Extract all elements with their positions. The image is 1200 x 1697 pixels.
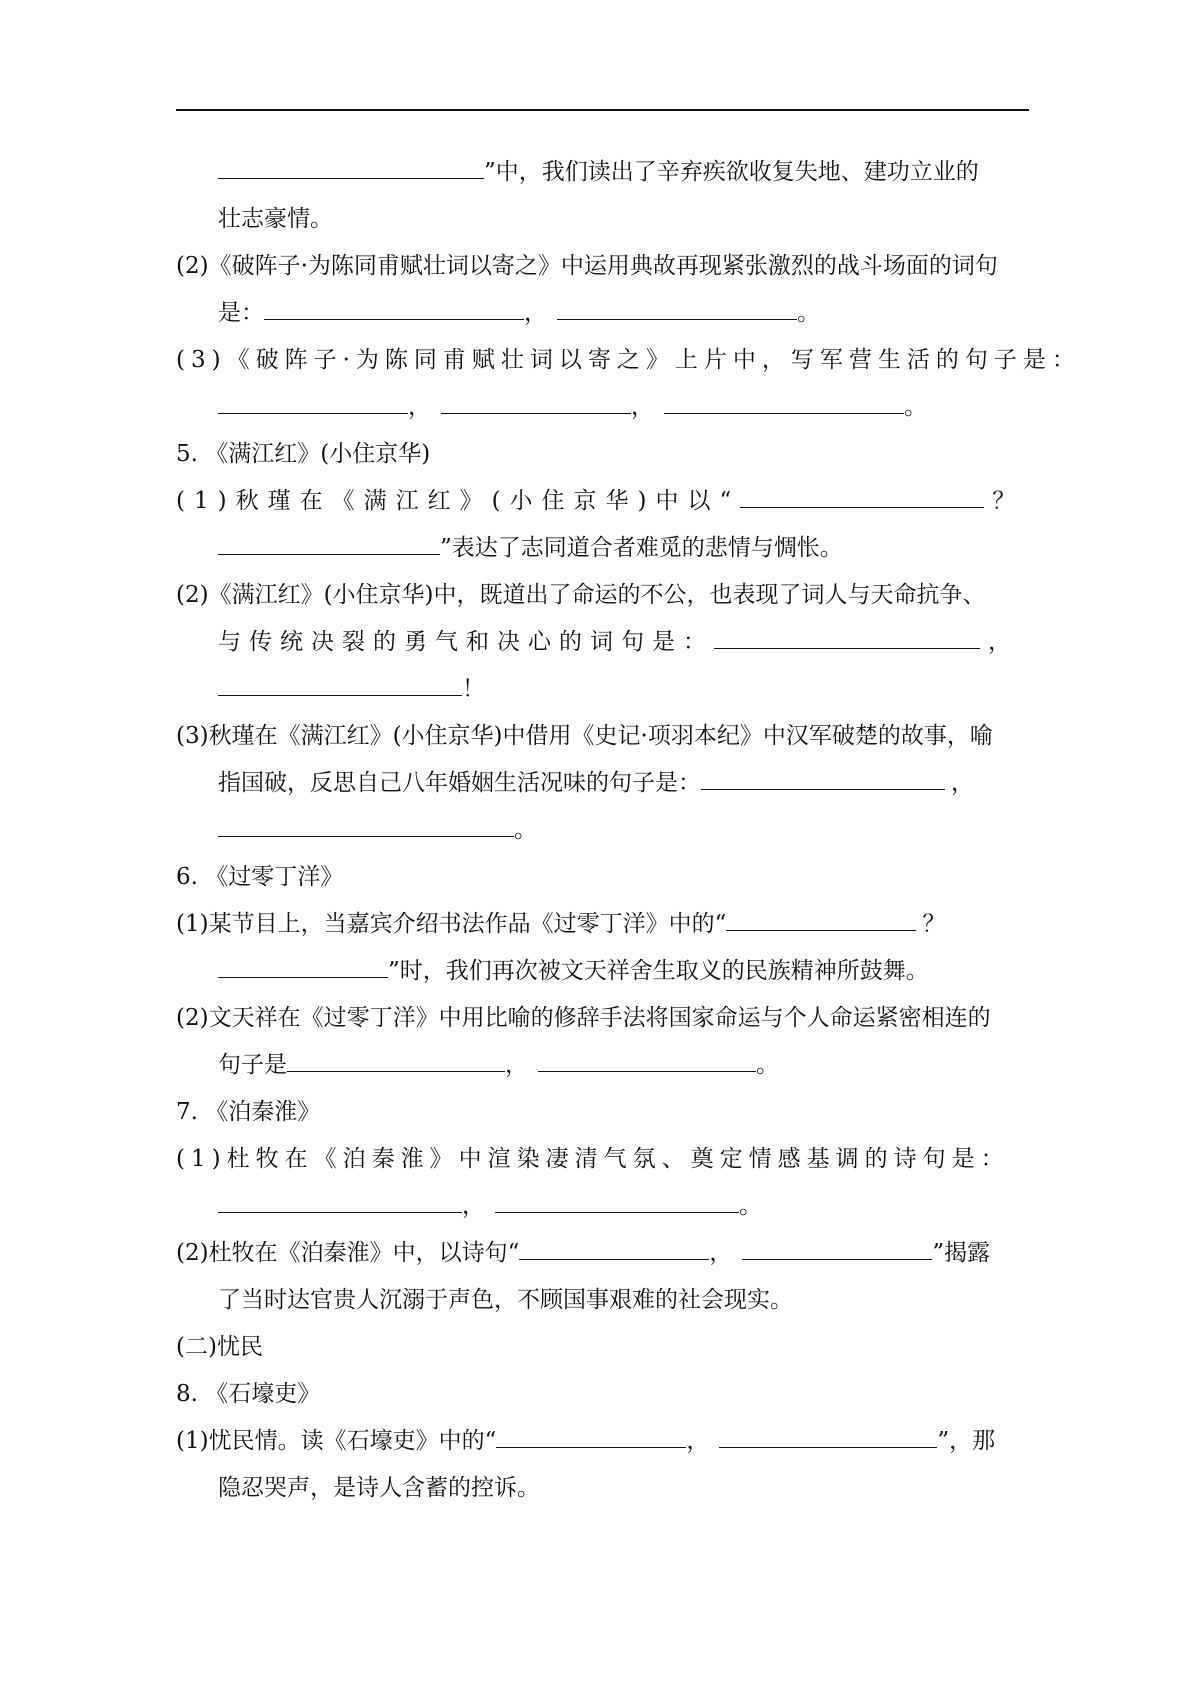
text: (1)秋瑾在《满江红》(小住京华)中以“	[176, 488, 741, 514]
line-29	[218, 1472, 540, 1504]
line-25	[218, 1284, 793, 1316]
section-7-title	[176, 1096, 320, 1128]
section-8-title	[176, 1378, 320, 1410]
text: ”时，我们再次被文天祥舍生取义的民族精神所鼓舞。	[388, 958, 929, 984]
text: 了当时达官贵人沉溺于声色，不顾国事艰难的社会现实。	[218, 1287, 793, 1313]
line-12	[218, 673, 485, 705]
answer-blank[interactable]	[719, 1425, 937, 1448]
answer-blank[interactable]	[264, 297, 524, 320]
text: 指国破，反思自己八年婚姻生活况味的句子是：	[218, 770, 701, 796]
line-20	[218, 1049, 779, 1081]
question-5-3	[176, 720, 993, 752]
text: 壮志豪情。	[218, 206, 333, 232]
text: 隐忍哭声，是诗人含蓄的控诉。	[218, 1475, 540, 1501]
text: 。	[904, 394, 927, 420]
answer-blank[interactable]	[218, 532, 440, 555]
text: (1)忧民情。读《石壕吏》中的“	[176, 1428, 497, 1454]
line-15	[218, 814, 537, 846]
answer-blank[interactable]	[519, 1237, 709, 1260]
text: (2)杜牧在《泊秦淮》中，以诗句“	[176, 1240, 520, 1266]
question-7-2	[176, 1237, 990, 1269]
answer-blank[interactable]	[496, 1425, 686, 1448]
question-5-2	[176, 579, 986, 611]
answer-blank[interactable]	[538, 1049, 756, 1072]
text: ，	[408, 394, 431, 420]
text: ”，那	[937, 1428, 996, 1454]
text: ，	[505, 1052, 528, 1078]
line-14	[218, 767, 974, 799]
text: ，	[709, 1240, 733, 1266]
text: 。	[797, 300, 820, 326]
answer-blank[interactable]	[441, 391, 631, 414]
text: (二)忧民	[176, 1334, 263, 1360]
answer-blank[interactable]	[714, 626, 980, 649]
text: (3)《破阵子·为陈同甫赋壮词以寄之》上片中，写军营生活的句子是：	[176, 347, 1081, 373]
answer-blank[interactable]	[218, 955, 388, 978]
text: 。	[756, 1052, 779, 1078]
answer-blank[interactable]	[740, 485, 984, 508]
line-6	[218, 391, 927, 423]
text: ！	[462, 676, 485, 702]
text: (2)《满江红》(小住京华)中，既道出了命运的不公，也表现了词人与天命抗争、	[176, 582, 986, 608]
answer-blank[interactable]	[495, 1190, 739, 1213]
text: (2)文天祥在《过零丁洋》中用比喻的修辞手法将国家命运与个人命运紧密相连的	[176, 1005, 991, 1031]
question-4-3	[176, 344, 1081, 376]
text: 。	[514, 817, 537, 843]
answer-blank[interactable]	[742, 1237, 932, 1260]
text: ，	[524, 300, 547, 326]
answer-blank[interactable]	[218, 814, 514, 837]
answer-blank[interactable]	[701, 767, 945, 790]
answer-blank[interactable]	[218, 673, 462, 696]
text: ，	[631, 394, 654, 420]
answer-blank[interactable]	[218, 391, 408, 414]
text: (1)杜牧在《泊秦淮》中渲染凄清气氛、奠定情感基调的诗句是：	[176, 1146, 1010, 1172]
section-worry-people	[176, 1331, 263, 1363]
line-9	[218, 532, 843, 564]
text: 8. 《石壕吏》	[176, 1381, 321, 1407]
text: 7. 《泊秦淮》	[176, 1099, 321, 1125]
answer-blank[interactable]	[218, 156, 484, 179]
header-rule	[176, 109, 1029, 111]
text: (1)某节目上，当嘉宾介绍书法作品《过零丁洋》中的“	[176, 911, 727, 937]
line-4	[218, 297, 820, 329]
answer-blank[interactable]	[287, 1049, 505, 1072]
text: ，	[988, 629, 1011, 655]
answer-blank[interactable]	[557, 297, 797, 320]
text: ，	[686, 1428, 710, 1454]
line-18	[218, 955, 929, 987]
text: ？	[922, 911, 946, 937]
text: 是：	[218, 300, 264, 326]
question-5-1	[176, 485, 1015, 517]
text: 与传统决裂的勇气和决心的词句是：	[218, 629, 714, 655]
section-5-title	[176, 438, 430, 470]
text: ”揭露	[932, 1240, 991, 1266]
line-1	[218, 156, 979, 188]
line-11	[218, 626, 1011, 658]
text: 5. 《满江红》(小住京华)	[176, 441, 431, 467]
text: ，	[462, 1193, 485, 1219]
line-2	[218, 203, 333, 235]
question-7-1	[176, 1143, 1010, 1175]
question-6-2	[176, 1002, 991, 1034]
question-8-1	[176, 1425, 995, 1457]
text: ”中，我们读出了辛弃疾欲收复失地、建功立业的	[484, 159, 979, 185]
text: 句子是	[218, 1052, 287, 1078]
text: ，	[951, 770, 974, 796]
answer-blank[interactable]	[218, 1190, 462, 1213]
answer-blank[interactable]	[664, 391, 904, 414]
line-23	[218, 1190, 762, 1222]
text: (2)《破阵子·为陈同甫赋壮词以寄之》中运用典故再现紧张激烈的战斗场面的词句	[176, 253, 998, 279]
text: 。	[739, 1193, 762, 1219]
text: ”表达了志同道合者难觅的悲情与惆怅。	[440, 535, 843, 561]
text: (3)秋瑾在《满江红》(小住京华)中借用《史记·项羽本纪》中汉军破楚的故事，喻	[176, 723, 993, 749]
question-6-1	[176, 908, 945, 940]
text: 6. 《过零丁洋》	[176, 864, 344, 890]
section-6-title	[176, 861, 343, 893]
answer-blank[interactable]	[726, 908, 916, 931]
text: ？	[992, 488, 1016, 514]
question-4-2	[176, 250, 998, 282]
